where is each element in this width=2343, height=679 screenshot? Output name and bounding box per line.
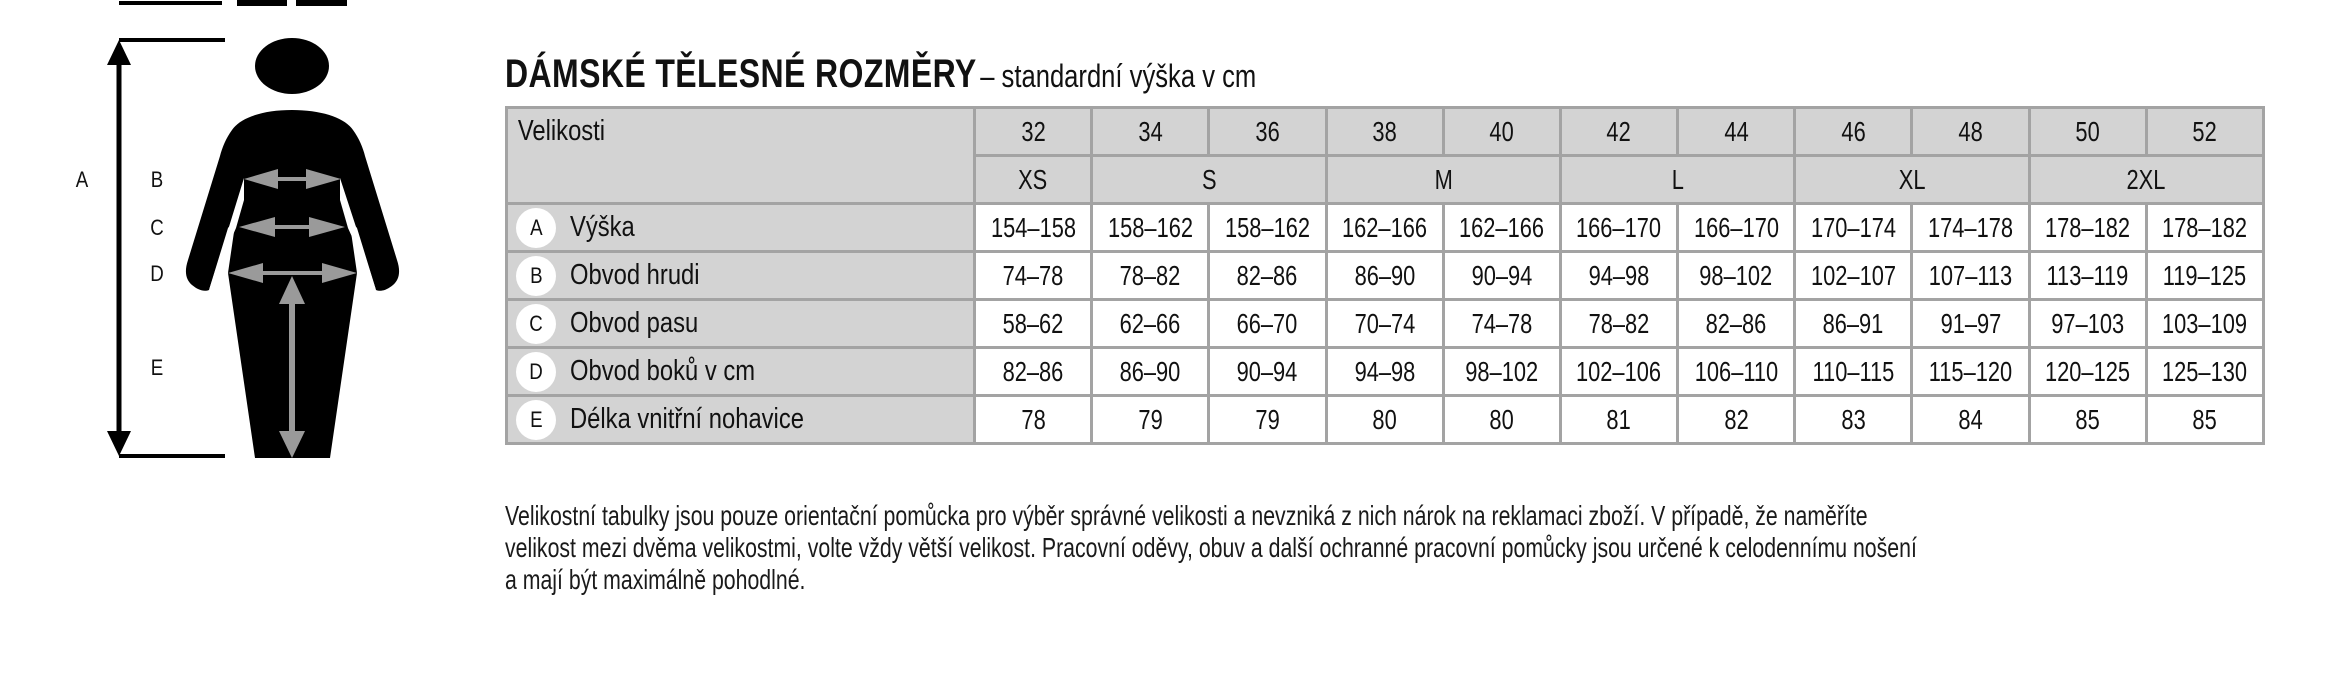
value-cell: 86–90: [1092, 348, 1209, 396]
value-cell: 82–86: [975, 348, 1092, 396]
value-cell: 83: [1795, 396, 1912, 444]
value-cell: 66–70: [1209, 300, 1326, 348]
value-cell: 97–103: [2029, 300, 2146, 348]
row-badge: A: [516, 208, 556, 248]
size-header-cell: 38: [1326, 108, 1443, 156]
value-cell: 98–102: [1678, 252, 1795, 300]
disclaimer-note: [505, 500, 2253, 596]
value-cell: 106–110: [1678, 348, 1795, 396]
size-header-cell: 32: [975, 108, 1092, 156]
value-cell: 110–115: [1795, 348, 1912, 396]
figure-letter-d: D: [150, 261, 164, 286]
note-line: velikost mezi dvěma velikostmi, volte vždy větší velikost. Pracovní oděvy, obuv a další ochranné pracovní pomůcky jsou určené k celodennímu nošení: [505, 532, 1917, 563]
size-header-cell: 34: [1092, 108, 1209, 156]
value-cell: 80: [1443, 396, 1560, 444]
value-cell: 78–82: [1560, 300, 1677, 348]
value-cell: 174–178: [1912, 204, 2029, 252]
size-header-cell: 36: [1209, 108, 1326, 156]
value-cell: 125–130: [2146, 348, 2263, 396]
value-cell: 74–78: [975, 252, 1092, 300]
value-cell: 166–170: [1560, 204, 1677, 252]
letter-size-cell: L: [1560, 156, 1794, 204]
value-cell: 178–182: [2146, 204, 2263, 252]
size-header-cell: 40: [1443, 108, 1560, 156]
letter-size-cell: XL: [1795, 156, 2029, 204]
body-measurement-figure: [0, 0, 500, 679]
note-line: Velikostní tabulky jsou pouze orientační pomůcka pro výběr správné velikosti a nevzniká z nich nárok na reklamaci zboží. V případě, že naměříte: [505, 500, 1868, 531]
head-shape: [255, 38, 329, 94]
figure-letter-c: C: [150, 215, 164, 240]
row-label: Výška: [570, 211, 635, 243]
value-cell: 98–102: [1443, 348, 1560, 396]
size-header-cell: 46: [1795, 108, 1912, 156]
value-cell: 86–90: [1326, 252, 1443, 300]
value-cell: 102–106: [1560, 348, 1677, 396]
value-cell: 94–98: [1326, 348, 1443, 396]
value-cell: 120–125: [2029, 348, 2146, 396]
silhouette-illustration: [0, 0, 500, 679]
table-row: [507, 348, 2264, 396]
table-row: [507, 300, 2264, 348]
value-cell: 74–78: [1443, 300, 1560, 348]
value-cell: 178–182: [2029, 204, 2146, 252]
value-cell: 103–109: [2146, 300, 2263, 348]
value-cell: 85: [2029, 396, 2146, 444]
row-label-cell: [507, 252, 975, 300]
value-cell: 82: [1678, 396, 1795, 444]
row-label: Obvod hrudi: [570, 259, 700, 291]
row-label-cell: [507, 204, 975, 252]
value-cell: 158–162: [1092, 204, 1209, 252]
row-label-cell: [507, 348, 975, 396]
value-cell: 90–94: [1209, 348, 1326, 396]
value-cell: 78–82: [1092, 252, 1209, 300]
value-cell: 79: [1092, 396, 1209, 444]
value-cell: 113–119: [2029, 252, 2146, 300]
table-row: [507, 252, 2264, 300]
size-header-cell: 52: [2146, 108, 2263, 156]
value-cell: 86–91: [1795, 300, 1912, 348]
value-cell: 107–113: [1912, 252, 2029, 300]
value-cell: 80: [1326, 396, 1443, 444]
letter-size-cell: M: [1326, 156, 1560, 204]
size-header-cell: 48: [1912, 108, 2029, 156]
size-number-row: [507, 108, 2264, 156]
row-label: Obvod boků v cm: [570, 355, 756, 387]
figure-letter-b: B: [150, 167, 164, 192]
letter-size-cell: 2XL: [2029, 156, 2263, 204]
title-main: DÁMSKÉ TĚLESNÉ ROZMĚRY: [505, 52, 977, 96]
value-cell: 84: [1912, 396, 2029, 444]
value-cell: 62–66: [1092, 300, 1209, 348]
row-badge: E: [516, 400, 556, 440]
value-cell: 70–74: [1326, 300, 1443, 348]
value-cell: 79: [1209, 396, 1326, 444]
table-row: [507, 396, 2264, 444]
value-cell: 90–94: [1443, 252, 1560, 300]
figure-letter-a: A: [75, 167, 89, 192]
size-header-cell: 50: [2029, 108, 2146, 156]
value-cell: 166–170: [1678, 204, 1795, 252]
size-table: [505, 106, 2265, 445]
letter-size-cell: XS: [975, 156, 1092, 204]
page-title: [505, 52, 1256, 97]
value-cell: 119–125: [2146, 252, 2263, 300]
value-cell: 170–174: [1795, 204, 1912, 252]
row-label-cell: [507, 396, 975, 444]
size-header-cell: 42: [1560, 108, 1677, 156]
row-label: Délka vnitřní nohavice: [570, 403, 804, 435]
value-cell: 158–162: [1209, 204, 1326, 252]
letter-size-cell: S: [1092, 156, 1326, 204]
row-badge: B: [516, 256, 556, 296]
value-cell: 162–166: [1326, 204, 1443, 252]
row-label: Obvod pasu: [570, 307, 699, 339]
title-subtitle: – standardní výška v cm: [980, 58, 1257, 94]
value-cell: 82–86: [1209, 252, 1326, 300]
value-cell: 82–86: [1678, 300, 1795, 348]
figure-letter-e: E: [150, 355, 164, 380]
value-cell: 94–98: [1560, 252, 1677, 300]
row-badge: D: [516, 352, 556, 392]
note-line: a mají být maximálně pohodlné.: [505, 564, 806, 595]
row-badge: C: [516, 304, 556, 344]
row-label-cell: [507, 300, 975, 348]
table-row: [507, 204, 2264, 252]
value-cell: 78: [975, 396, 1092, 444]
header-velikosti: Velikosti: [507, 108, 975, 204]
value-cell: 58–62: [975, 300, 1092, 348]
value-cell: 85: [2146, 396, 2263, 444]
value-cell: 91–97: [1912, 300, 2029, 348]
value-cell: 102–107: [1795, 252, 1912, 300]
previous-figure-fragment: [119, 0, 347, 6]
value-cell: 81: [1560, 396, 1677, 444]
value-cell: 115–120: [1912, 348, 2029, 396]
value-cell: 162–166: [1443, 204, 1560, 252]
value-cell: 154–158: [975, 204, 1092, 252]
size-header-cell: 44: [1678, 108, 1795, 156]
